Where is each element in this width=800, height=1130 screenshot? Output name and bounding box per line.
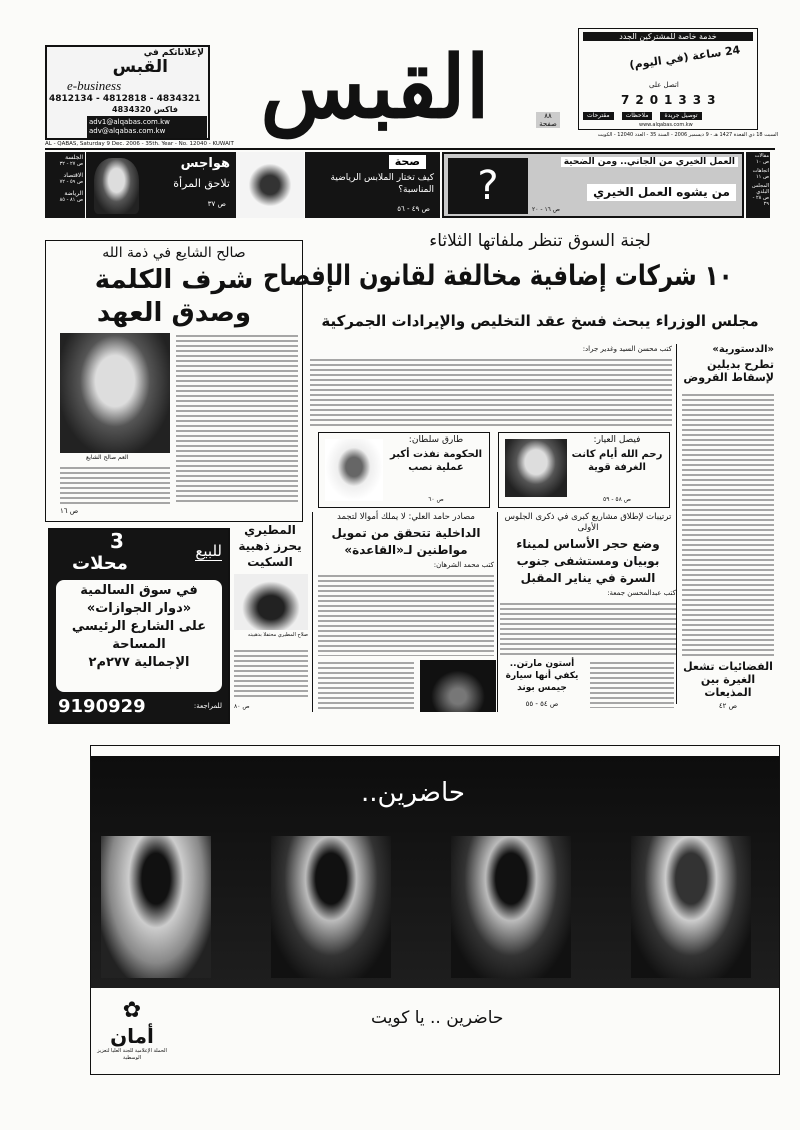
man-photo-3 [451,836,571,978]
car-page: ص ٥٤ - ٥٥ [525,700,559,708]
aman-logo-text: أمان [110,1024,154,1048]
right-story-headline[interactable]: تطرح بديلين لإسقاط القروض [683,358,774,384]
index-right [746,152,770,218]
obituary-headline-2[interactable]: وصدق العهد [96,298,252,328]
port-headline[interactable]: وضع حجر الأساس لميناء بوبيان ومستشفى جنوب السرة في يناير المقبل [516,537,660,585]
aman-org: الحملة الإعلامية للجنة العليا لتعزيز الوسطية [97,1048,167,1061]
index-item[interactable]: الجلسة ص ٢٧ - ٣٢ [59,154,83,167]
aman-ad-photo-panel [91,756,779,988]
obituary-box [45,240,303,522]
email-1[interactable]: adv1@alqabas.com.kw [89,118,170,126]
man-photo-2 [271,836,391,978]
left-ad-sub: e-business [67,78,122,93]
right-story-body [682,392,774,658]
sale-ad[interactable] [48,528,230,724]
sport-photo [234,574,308,630]
sale-count: 3 [110,529,124,553]
quote1-text: رحم الله أيام كانت الغرفة قوية [571,449,663,473]
index-item[interactable]: الاقتصاد ص ٥٩ - ٧٢ [59,172,83,185]
lead-subheadline: مجلس الوزراء يبحث فسخ عقد التخليص والإيرادات الجمركية [321,312,759,330]
lead-kicker: لجنة السوق تنظر ملفاتها الثلاثاء [429,231,651,251]
sale-details: في سوق السالمية «دوار الجوازات» على الشارع الرئيسي المساحة الإجمالية ٢٧٧م٢ [56,580,222,692]
interior-byline: كتب محمد الشرهان: [433,561,494,569]
ayyar-photo [505,439,567,497]
lead-headline[interactable]: ١٠ شركات إضافية مخالفة لقانون الإفصاح [263,259,733,292]
port-byline: كتب عبدالمحسن جمعة: [607,589,676,597]
index-item[interactable]: الرياضة ص ٨١ - ٨٥ [59,190,83,203]
interior-body-2 [318,660,414,712]
left-ad-emails [87,116,207,138]
obituary-photo [60,333,170,453]
obituary-kicker: صالح الشايع في ذمة الله [102,245,246,261]
sport-body [234,648,308,700]
interior-story [318,512,494,656]
quote2-text: الحكومة نفذت أكبر عملية نصب [389,449,483,473]
quote1-page: ص ٥٨ - ٥٩ [602,496,632,503]
aman-logo [97,998,167,1062]
sale-contact-label: للمراجعة: [193,702,222,710]
lead-byline: كتب محسن السيد وغدير جراد: [582,345,672,353]
right-ad-title: خدمة خاصة للمشتركين الجدد [583,32,753,41]
hawajis-title: هواجس [180,156,230,171]
left-ad-brand: القبس [112,57,168,77]
man-photo-4 [631,836,751,978]
right-ad-number: 7201333 [621,93,722,107]
right-ad-call: اتصل على [649,81,679,89]
interior-headline[interactable]: الداخلية تتحقق من تمويل مواطنين لـ«القاعدة» [331,526,481,557]
quote-sultan[interactable] [318,432,490,508]
right-ad-url[interactable]: www.alqabas.com.kw [639,122,693,128]
port-kicker: ترتيبات لإطلاق مشاريع كبرى في ذكرى الجلوس الأولى [504,512,672,533]
charity-title: العمل الخيري من الجاني.. ومن الضحية [561,157,738,167]
quote2-name: طارق سلطان: [408,435,464,445]
obituary-headline-1[interactable]: شرف الكلمة [94,265,254,295]
index-left [45,152,85,218]
right-ad-buttons [583,112,702,120]
left-ad-phones: 4812134 - 4812818 - 4834321 [49,94,201,104]
health-tag: صحة [389,155,426,169]
athlete-image [236,152,304,218]
page-count: ٨٨ صفحة [536,112,560,128]
charity-page: ص ١٦ - ٢٠ [532,206,561,213]
health-title: كيف تختار الملابس الرياضية المناسبة؟ [330,173,434,195]
sale-phone[interactable]: 9190929 [58,696,146,717]
left-ad [45,45,210,140]
hawajis-sub: تلاحق المرأة [173,177,230,190]
obituary-page: ص ١٦ [60,507,79,515]
health-page: ص ٤٩ - ٥٦ [397,205,430,213]
index-item[interactable]: اتجاهات ص ١١ [752,168,769,180]
flower-icon: ✿ [122,998,142,1023]
aman-ad-title: حاضرين.. [361,778,465,808]
index-item[interactable]: المجلس البلدي ص ٢٨ - ٢٩ [751,183,769,207]
charity-sub: من يشوه العمل الخيري [587,184,736,201]
car-photo [420,660,496,712]
teaser-health[interactable] [305,152,440,218]
left-ad-fax: فاكس 4834320 [112,105,178,114]
man-photo-1 [101,836,211,978]
quote2-page: ص ٦٠ [428,496,444,503]
sale-tag: للبيع [195,542,222,560]
fadaiyat-page: ص ٤٢ [718,702,738,710]
logo [220,38,530,138]
lead-body [310,357,672,427]
charity-image: ? [448,158,528,214]
logo-text: القبس [260,37,490,138]
sport-caption: صلاح المطيري محتفلا بذهبيته [247,632,308,638]
right-story-kicker: «الدستورية» [712,344,774,355]
hawajis-page: ص ٣٧ [207,200,226,208]
date-ar: السبت 18 ذي القعدة 1427 هـ - 9 ديسمبر 2006 - السنة 35 - العدد 12040 - الكويت [597,132,778,138]
fadaiyat-headline[interactable]: الفضائيات تشعل الغيرة بين المذيعات [683,660,773,699]
car-headline[interactable]: أستون مارتن.. يكفي أنها سيارة جيمس بوند [505,659,579,693]
interior-kicker: مصادر حامد العلي: لا يملك أموالا لتجمد [337,512,475,522]
woman-head-image [94,158,139,214]
interior-body [318,573,494,656]
teaser-hawajis[interactable] [86,152,236,218]
btn-notes[interactable]: ملاحظات [622,112,653,120]
sport-page: ص ٨٠ [234,703,250,710]
right-ad [578,28,758,130]
right-ad-hours: 24 ساعة (في اليوم) [628,43,742,72]
btn-suggestions[interactable]: مقترحات [583,112,614,120]
obituary-body-2 [60,465,170,505]
sport-headline[interactable]: المطيري يحرز ذهبية السكيت [238,523,302,569]
port-body-2 [590,660,674,708]
sale-what: محلات [72,553,128,574]
index-item[interactable]: مقالات ص ١٠ [754,153,769,165]
quote-ayyar[interactable] [498,432,670,508]
aman-ad [90,745,780,1075]
obituary-caption: العم صالح الشايع [86,454,129,461]
left-ad-title: لإعلاناتكم في [143,48,204,58]
teaser-charity[interactable] [442,152,744,218]
obituary-body [176,333,298,503]
aman-ad-slogan: حاضرين .. يا كويت [371,1008,504,1028]
email-2[interactable]: adv@alqabas.com.kw [89,127,166,135]
btn-delivery[interactable]: توصيل جريدة [660,112,701,120]
port-story [500,512,676,656]
port-body [500,601,676,656]
date-en: AL - QABAS, Saturday 9 Dec. 2006 - 35th. Year - No. 12040 - KUWAIT [45,141,234,147]
quote1-name: فيصل العيار: [593,435,641,445]
sultan-photo [325,439,383,501]
